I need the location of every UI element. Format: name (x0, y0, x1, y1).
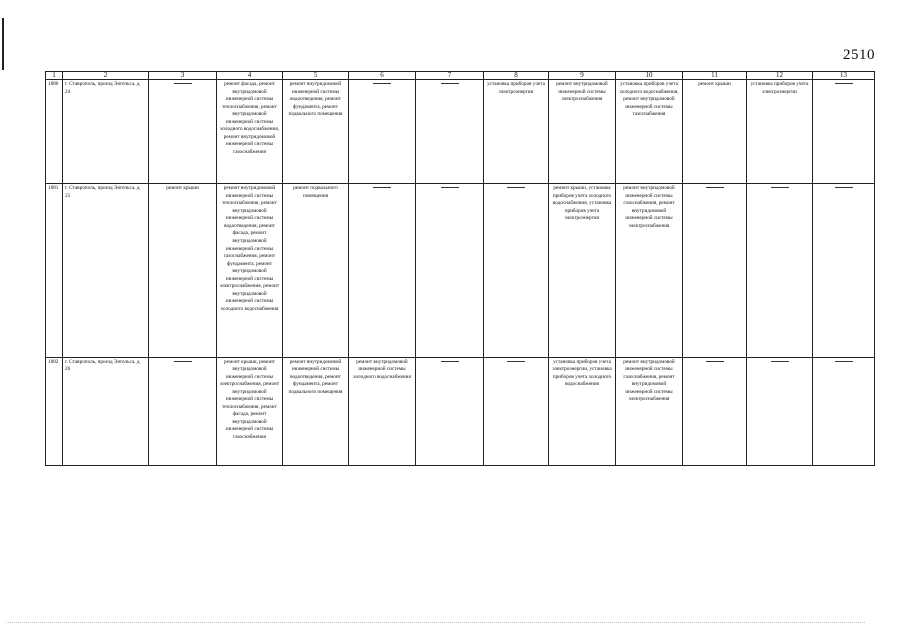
dash-mark (507, 187, 525, 188)
dash-mark (835, 83, 853, 84)
empty-cell (813, 80, 875, 184)
empty-cell (683, 357, 747, 465)
column-header: 10 (616, 72, 683, 80)
empty-cell (149, 80, 217, 184)
dash-mark (706, 187, 724, 188)
empty-cell (349, 80, 416, 184)
empty-cell (416, 357, 484, 465)
column-header: 7 (416, 72, 484, 80)
address-cell: г. Ставрополь, проезд Энгельса, д. 25 (63, 184, 149, 357)
column-header: 12 (747, 72, 813, 80)
empty-cell (683, 184, 747, 357)
work-cell: ремонт внутридомовой инженерной системы теплоснабжения, ремонт внутридомовой инженерной системы водоотведения, ремонт фасада, ремонт внутридомовой инженерной системы газоснабжения, ремонт фундамента, ремонт внутридомовой инженерной системы электроснабжения, ремонт внутридомовой инженерной системы холодного водоснабжения (217, 184, 283, 357)
table-row (46, 357, 875, 465)
header-row (46, 72, 875, 80)
dash-mark (373, 187, 391, 188)
dash-mark (771, 187, 789, 188)
row-number: 1881 (46, 184, 63, 357)
column-header: 4 (217, 72, 283, 80)
dash-mark (835, 187, 853, 188)
scan-margin-mark (2, 18, 4, 70)
dash-mark (441, 83, 459, 84)
work-cell: ремонт внутридомовой инженерной системы водоотведения, ремонт фундамента, ремонт подвального помещения (283, 80, 349, 184)
column-header: 6 (349, 72, 416, 80)
work-cell: ремонт подвального помещения (283, 184, 349, 357)
column-header: 3 (149, 72, 217, 80)
repair-schedule-table (45, 71, 875, 466)
dash-mark (507, 361, 525, 362)
work-cell: ремонт крыши, ремонт внутридомовой инженерной системы электроснабжения, ремонт внутридомовой инженерной системы теплоснабжения, ремонт фасада, ремонт внутридомовой инженерной системы газоснабжения (217, 357, 283, 465)
work-cell: ремонт внутридомовой инженерной системы холодного водоснабжения (349, 357, 416, 465)
page-number: 2510 (843, 47, 875, 63)
dash-mark (373, 83, 391, 84)
column-header: 5 (283, 72, 349, 80)
column-header: 13 (813, 72, 875, 80)
work-cell: ремонт внутридомовой инженерной системы газоснабжения, ремонт внутридомовой инженерной системы электроснабжения (616, 184, 683, 357)
empty-cell (747, 357, 813, 465)
table-row (46, 80, 875, 184)
column-header: 9 (549, 72, 616, 80)
dash-mark (174, 361, 192, 362)
dash-mark (441, 361, 459, 362)
table-row (46, 184, 875, 357)
work-cell: установка приборов учета электроэнергии (747, 80, 813, 184)
row-number: 1880 (46, 80, 63, 184)
work-cell: ремонт внутридомовой инженерной системы водоотведения, ремонт фундамента, ремонт подвального помещения (283, 357, 349, 465)
column-header: 11 (683, 72, 747, 80)
empty-cell (484, 184, 549, 357)
work-cell: ремонт внутридомовой инженерной системы газоснабжения, ремонт внутридомовой инженерной системы электроснабжения (616, 357, 683, 465)
work-cell: установка приборов учета электроэнергии (484, 80, 549, 184)
empty-cell (416, 184, 484, 357)
work-cell: ремонт крыши (149, 184, 217, 357)
empty-cell (813, 357, 875, 465)
column-header: 1 (46, 72, 63, 80)
scan-noise-line (6, 622, 865, 625)
dash-mark (771, 361, 789, 362)
empty-cell (747, 184, 813, 357)
column-header: 8 (484, 72, 549, 80)
dash-mark (174, 83, 192, 84)
row-number: 1882 (46, 357, 63, 465)
dash-mark (835, 361, 853, 362)
column-header: 2 (63, 72, 149, 80)
empty-cell (416, 80, 484, 184)
address-cell: г. Ставрополь, проезд Энгельса, д. 26 (63, 357, 149, 465)
empty-cell (484, 357, 549, 465)
empty-cell (149, 357, 217, 465)
work-cell: ремонт крыши (683, 80, 747, 184)
empty-cell (349, 184, 416, 357)
work-cell: установка приборов учета электроэнергии, установка приборов учета холодного водоснабжения (549, 357, 616, 465)
empty-cell (813, 184, 875, 357)
dash-mark (441, 187, 459, 188)
work-cell: ремонт внутридомовой инженерной системы электроснабжения (549, 80, 616, 184)
work-cell: ремонт крыши, установка приборов учета холодного водоснабжения, установка приборов учета электроэнергии (549, 184, 616, 357)
work-cell: установка приборов учета холодного водоснабжения, ремонт внутридомовой инженерной системы газоснабжения (616, 80, 683, 184)
address-cell: г. Ставрополь, проезд Энгельса, д. 24 (63, 80, 149, 184)
work-cell: ремонт фасада, ремонт внутридомовой инженерной системы теплоснабжения, ремонт внутридомовой инженерной системы холодного водоснабжения, ремонт внутридомовой инженерной системы газоснабжения (217, 80, 283, 184)
dash-mark (706, 361, 724, 362)
